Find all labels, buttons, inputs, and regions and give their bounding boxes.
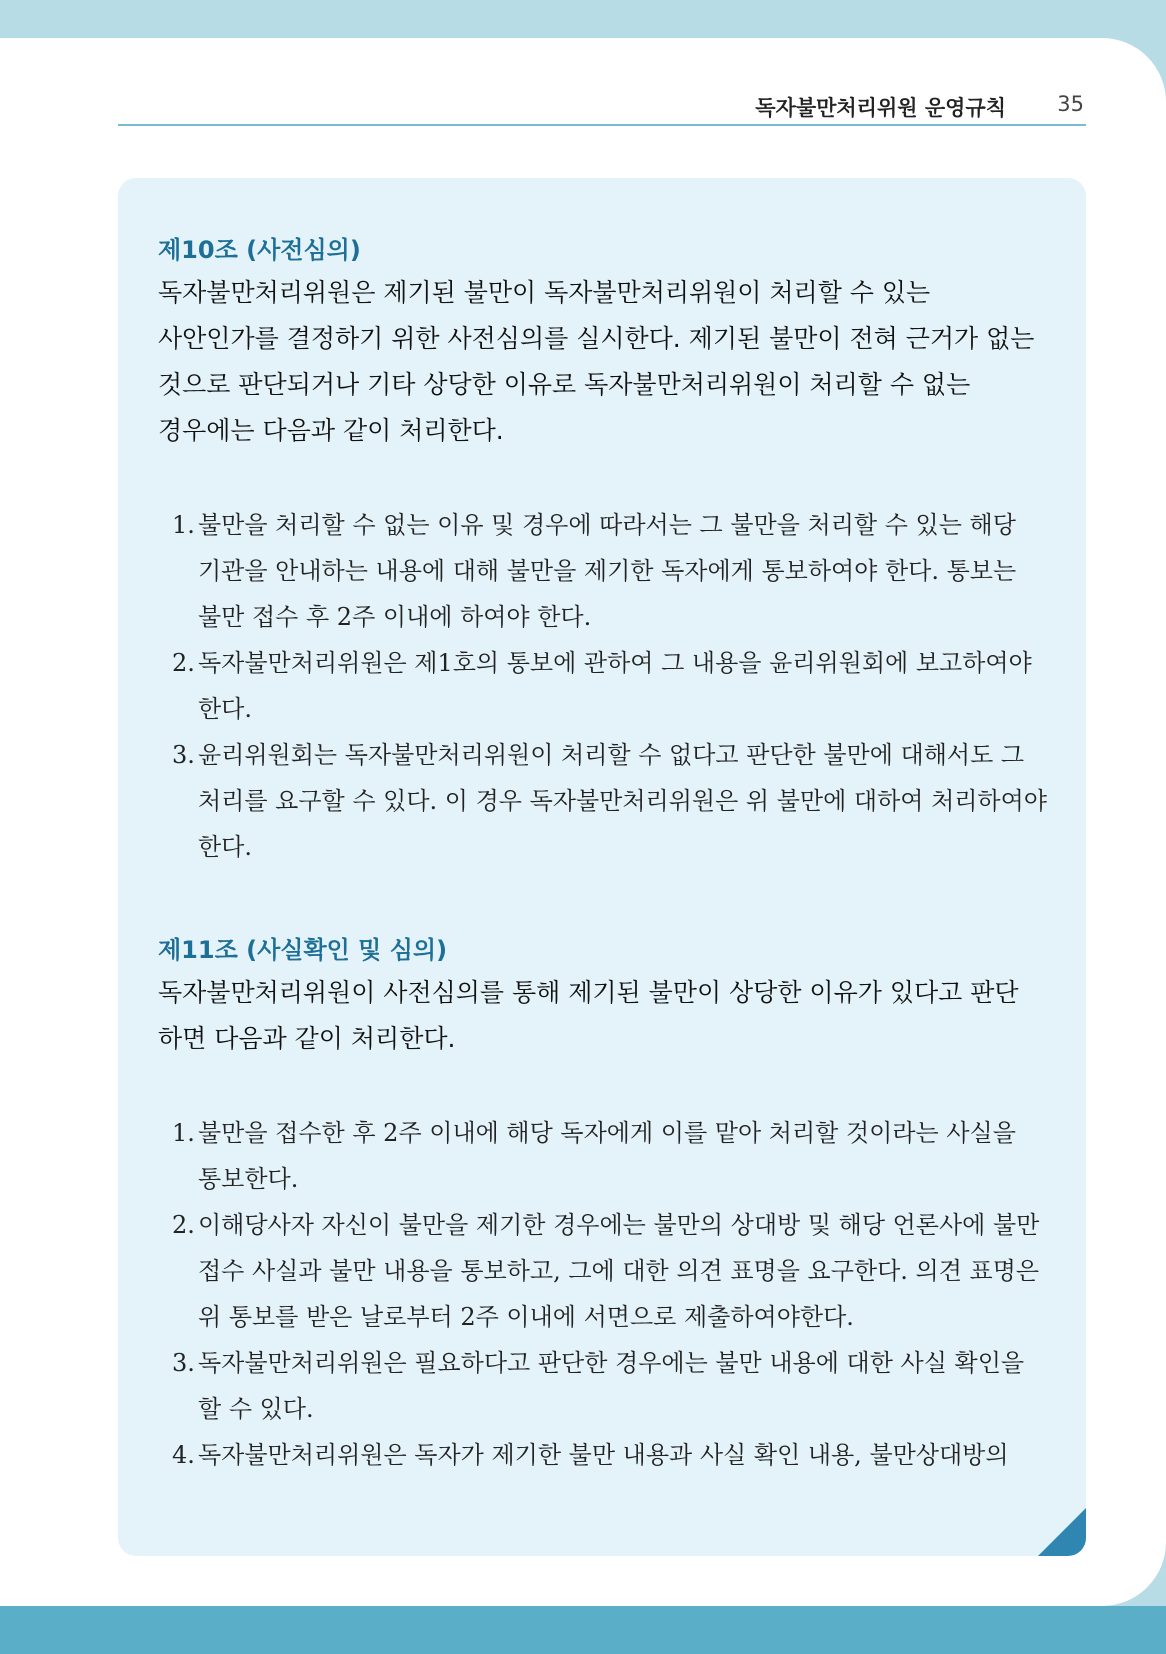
article-10-body: 독자불만처리위원은 제기된 불만이 독자불만처리위원이 처리할 수 있는 사안인가를 결정하기 위한 사전심의를 실시한다. 제기된 불만이 전혀 근거가 없는 것으로 판단되거나 기타 상당한 이유로 독자불만처리위원이 처리할 수 없는 경우에는 다음과 같이 처리한다. xyxy=(158,278,1035,445)
page-turn-corner-icon xyxy=(1038,1508,1086,1556)
item-number: 3. xyxy=(172,741,195,769)
item-number: 4. xyxy=(172,1441,195,1469)
list-item xyxy=(158,502,1048,640)
page-number: 35 xyxy=(1057,92,1084,116)
footer-band xyxy=(0,1606,1166,1654)
list-item xyxy=(158,1340,1048,1432)
list-item xyxy=(158,1432,1048,1478)
article-11-title: 제11조 (사실확인 및 심의) xyxy=(158,936,448,964)
header-title: 독자불만처리위원 운영규칙 xyxy=(755,96,1006,120)
item-text: 불만을 접수한 후 2주 이내에 해당 독자에게 이를 맡아 처리할 것이라는 사실을 통보한다. xyxy=(198,1119,1016,1193)
section-spacer xyxy=(158,870,1048,930)
item-text: 윤리위원회는 독자불만처리위원이 처리할 수 없다고 판단한 불만에 대해서도 그 처리를 요구할 수 있다. 이 경우 독자불만처리위원은 위 불만에 대하여 처리하여야 한다. xyxy=(198,741,1047,861)
article-10-title: 제10조 (사전심의) xyxy=(158,236,361,264)
item-text: 독자불만처리위원은 제1호의 통보에 관하여 그 내용을 윤리위원회에 보고하여야 한다. xyxy=(198,649,1032,723)
content-panel xyxy=(118,178,1086,1556)
article-11-body: 독자불만처리위원이 사전심의를 통해 제기된 불만이 상당한 이유가 있다고 판단 하면 다음과 같이 처리한다. xyxy=(158,978,1019,1053)
item-number: 1. xyxy=(172,1119,195,1147)
item-text: 이해당사자 자신이 불만을 제기한 경우에는 불만의 상대방 및 해당 언론사에 불만 접수 사실과 불만 내용을 통보하고, 그에 대한 의견 표명을 요구한다. 의견 표명은 위 통보를 받은 날로부터 2주 이내에 서면으로 제출하여야한다. xyxy=(198,1211,1040,1331)
article-content xyxy=(158,230,1048,1478)
list-item xyxy=(158,1110,1048,1202)
item-number: 3. xyxy=(172,1349,195,1377)
item-number: 1. xyxy=(172,511,195,539)
list-item xyxy=(158,640,1048,732)
item-number: 2. xyxy=(172,1211,195,1239)
running-header xyxy=(118,88,1086,126)
item-number: 2. xyxy=(172,649,195,677)
item-text: 독자불만처리위원은 독자가 제기한 불만 내용과 사실 확인 내용, 불만상대방의 xyxy=(198,1441,1009,1469)
item-text: 불만을 처리할 수 없는 이유 및 경우에 따라서는 그 불만을 처리할 수 있는 해당 기관을 안내하는 내용에 대해 불만을 제기한 독자에게 통보하여야 한다. 통보는 불만 접수 후 2주 이내에 하여야 한다. xyxy=(198,511,1017,631)
item-text: 독자불만처리위원은 필요하다고 판단한 경우에는 불만 내용에 대한 사실 확인을 할 수 있다. xyxy=(198,1349,1025,1423)
article-11-items xyxy=(158,1110,1048,1478)
article-10-items xyxy=(158,502,1048,870)
list-item xyxy=(158,1202,1048,1340)
list-item xyxy=(158,732,1048,870)
